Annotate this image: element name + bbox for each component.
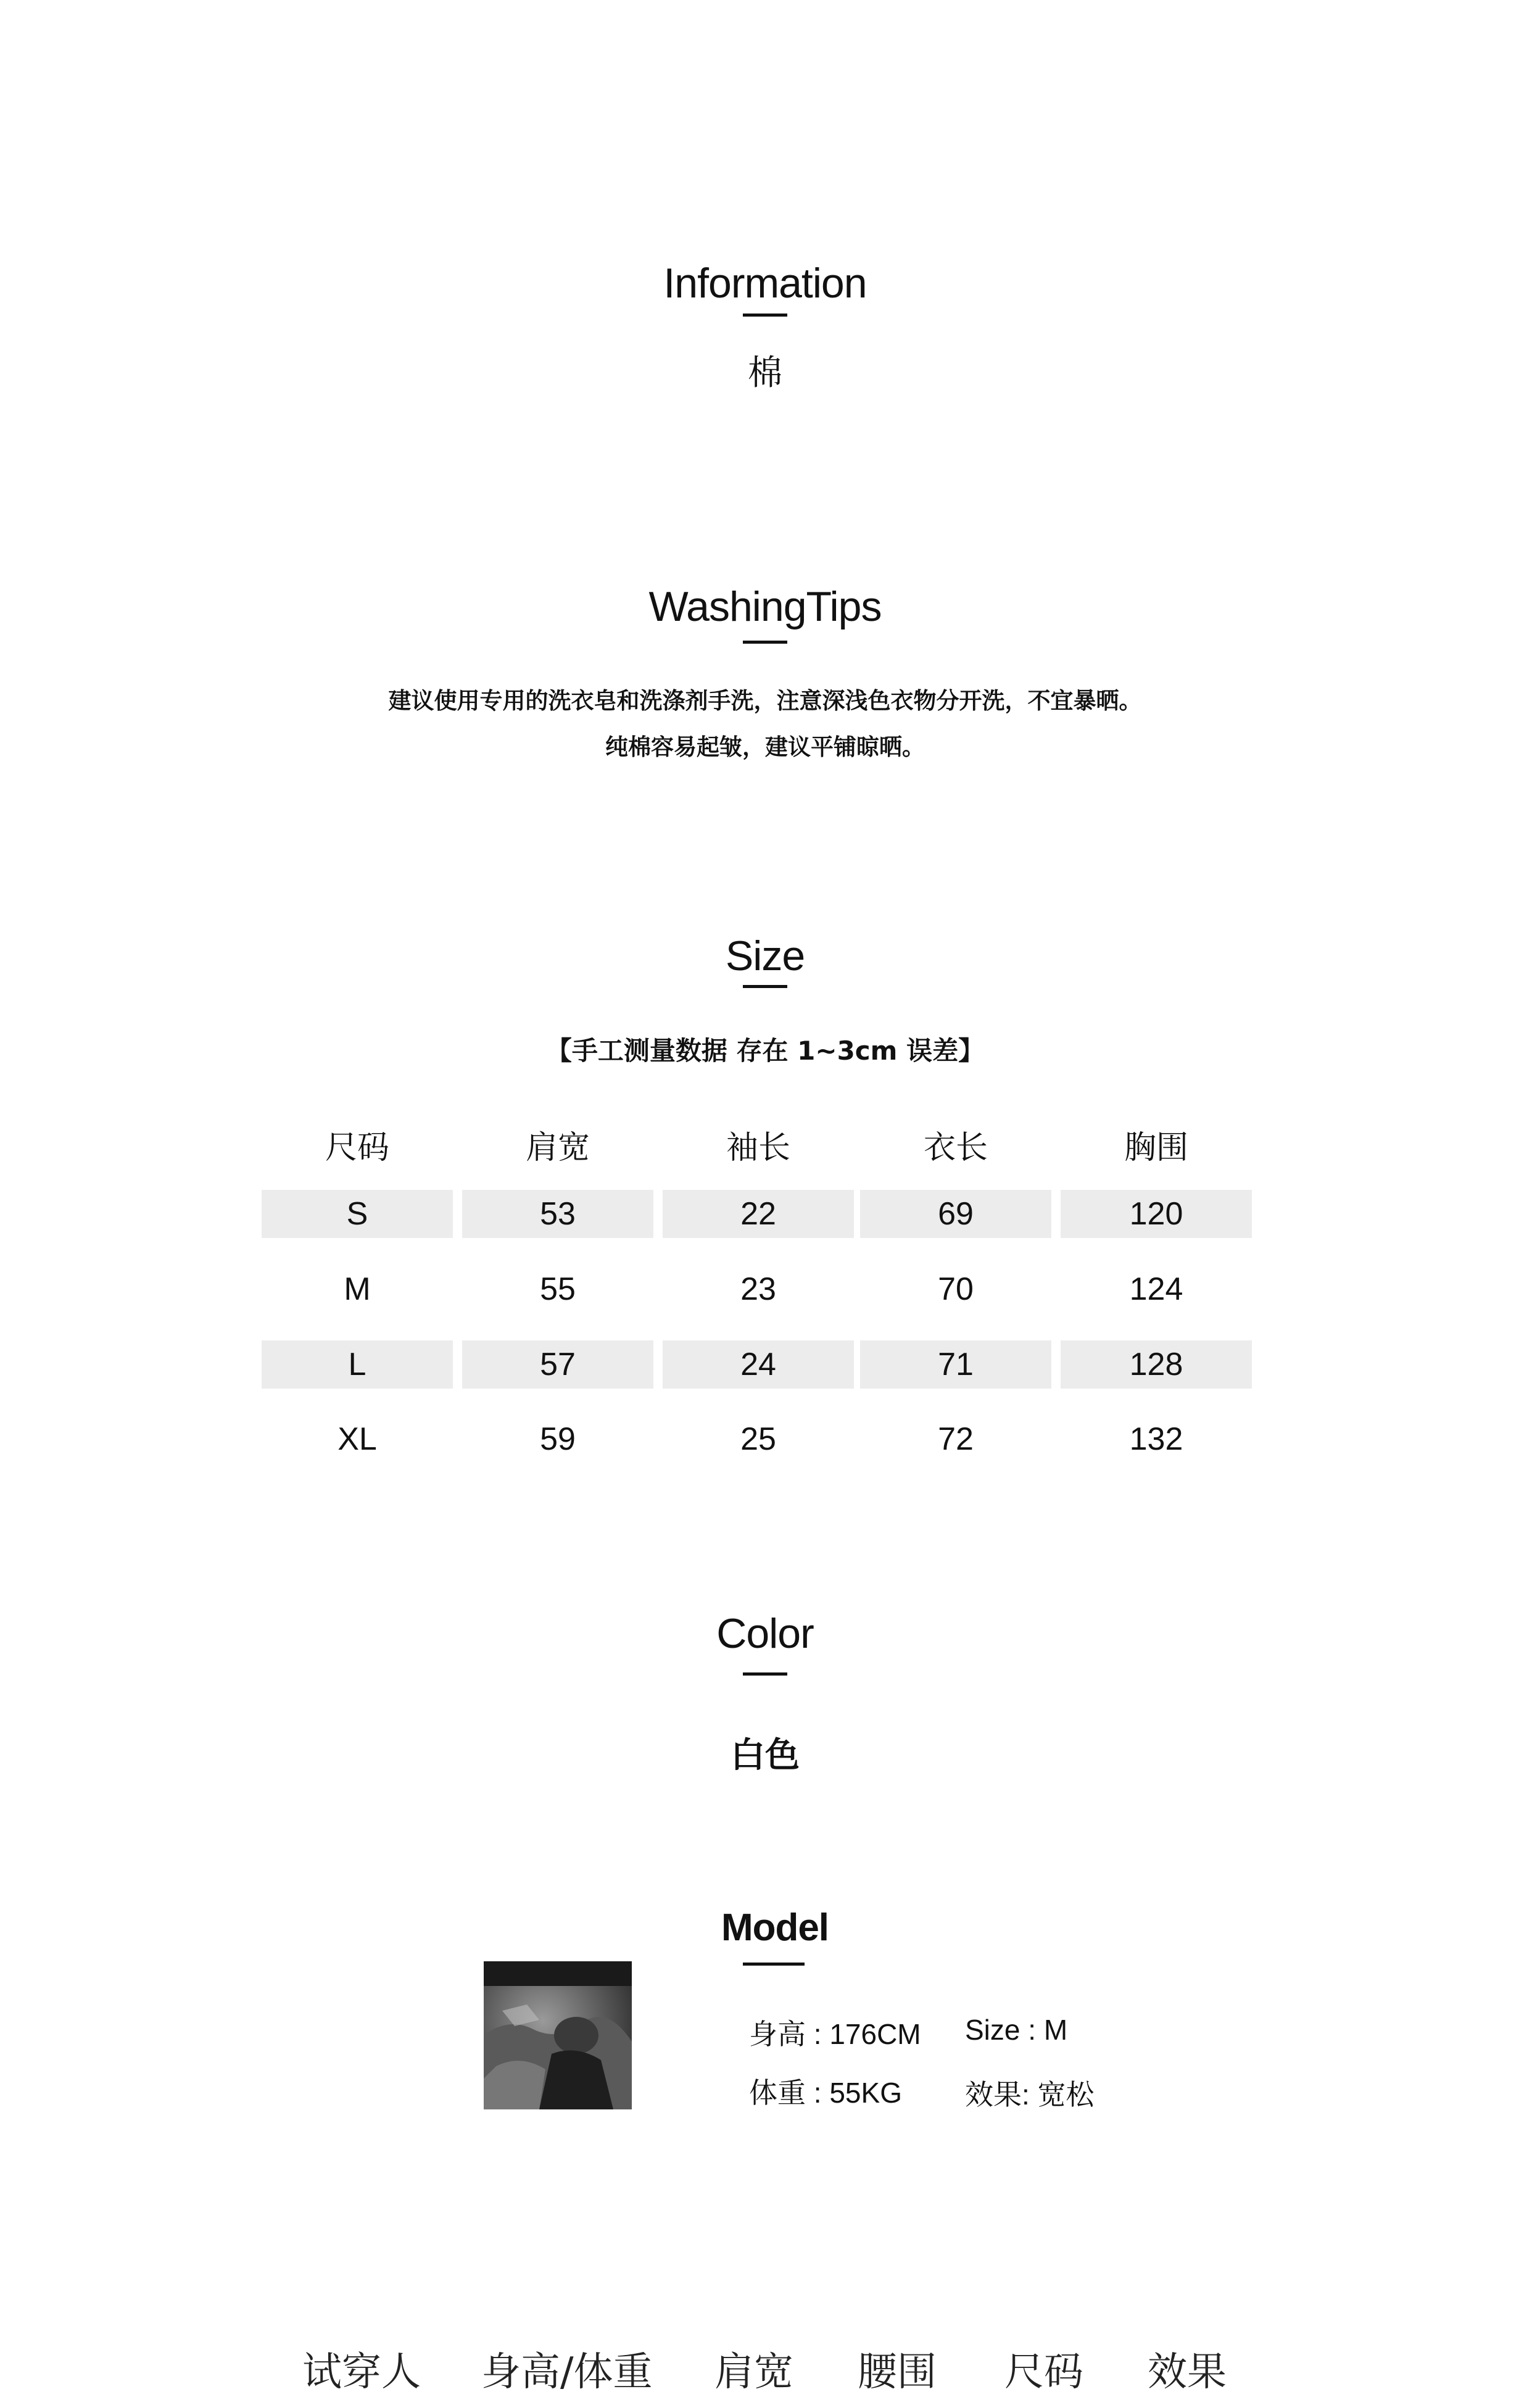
washing-title: WashingTips <box>648 583 882 630</box>
table-cell: 24 <box>663 1340 854 1389</box>
fitting-header-height-weight: 身高/体重 <box>481 2349 653 2395</box>
table-cell: 23 <box>740 1271 776 1307</box>
table-cell: S <box>262 1190 453 1238</box>
table-cell: 70 <box>938 1271 974 1307</box>
fitting-header-shoulder: 肩宽 <box>714 2349 793 2395</box>
table-cell: 72 <box>938 1421 974 1457</box>
size-table-header <box>262 1120 1255 1168</box>
table-cell: 59 <box>540 1421 576 1457</box>
table-row <box>262 1265 1255 1313</box>
color-title: Color <box>716 1610 814 1657</box>
table-cell: 69 <box>860 1190 1051 1238</box>
header-size: 尺码 <box>325 1129 389 1166</box>
fitting-header-effect: 效果 <box>1148 2349 1227 2395</box>
model-divider <box>743 1963 805 1966</box>
model-size: Size : M <box>965 2014 1068 2046</box>
information-divider <box>743 314 787 317</box>
table-row <box>262 1415 1255 1463</box>
table-cell: 22 <box>663 1190 854 1238</box>
header-length: 衣长 <box>923 1129 988 1166</box>
header-chest: 胸围 <box>1124 1129 1188 1166</box>
information-title: Information <box>663 260 867 307</box>
model-title: Model <box>721 1906 829 1949</box>
header-shoulder: 肩宽 <box>525 1129 590 1166</box>
size-divider <box>743 985 787 988</box>
size-note: 【手工测量数据 存在 1~3cm 误差】 <box>545 1036 985 1066</box>
table-cell: XL <box>337 1421 377 1457</box>
table-cell: 132 <box>1129 1421 1183 1457</box>
table-cell: 25 <box>740 1421 776 1457</box>
table-row <box>262 1340 1255 1389</box>
table-row <box>262 1190 1255 1238</box>
color-divider <box>743 1672 787 1676</box>
fitting-header-size: 尺码 <box>1004 2349 1083 2395</box>
table-cell: L <box>262 1340 453 1389</box>
fitting-header-row <box>0 2340 1530 2395</box>
washing-divider <box>743 641 787 644</box>
table-cell: 53 <box>462 1190 653 1238</box>
fitting-header-tester: 试穿人 <box>302 2349 421 2395</box>
table-cell: 120 <box>1061 1190 1252 1238</box>
header-sleeve: 袖长 <box>726 1129 790 1166</box>
information-value: 棉 <box>748 353 782 393</box>
washing-line-1: 建议使用专用的洗衣皂和洗涤剂手洗，注意深浅色衣物分开洗，不宜暴晒。 <box>388 688 1142 714</box>
table-cell: M <box>344 1271 371 1307</box>
table-cell: 128 <box>1061 1340 1252 1389</box>
color-value: 白色 <box>731 1735 800 1776</box>
table-cell: 57 <box>462 1340 653 1389</box>
table-cell: 55 <box>540 1271 576 1307</box>
table-cell: 71 <box>860 1340 1051 1389</box>
model-avatar <box>484 1961 632 2109</box>
model-effect: 效果: 宽松 <box>965 2079 1095 2111</box>
table-cell: 124 <box>1129 1271 1183 1307</box>
size-title: Size <box>725 933 805 979</box>
washing-line-2: 纯棉容易起皱，建议平铺晾晒。 <box>605 734 925 760</box>
model-height: 身高 : 176CM <box>749 2018 921 2050</box>
model-weight: 体重 : 55KG <box>749 2077 902 2109</box>
fitting-header-waist: 腰围 <box>858 2349 937 2395</box>
